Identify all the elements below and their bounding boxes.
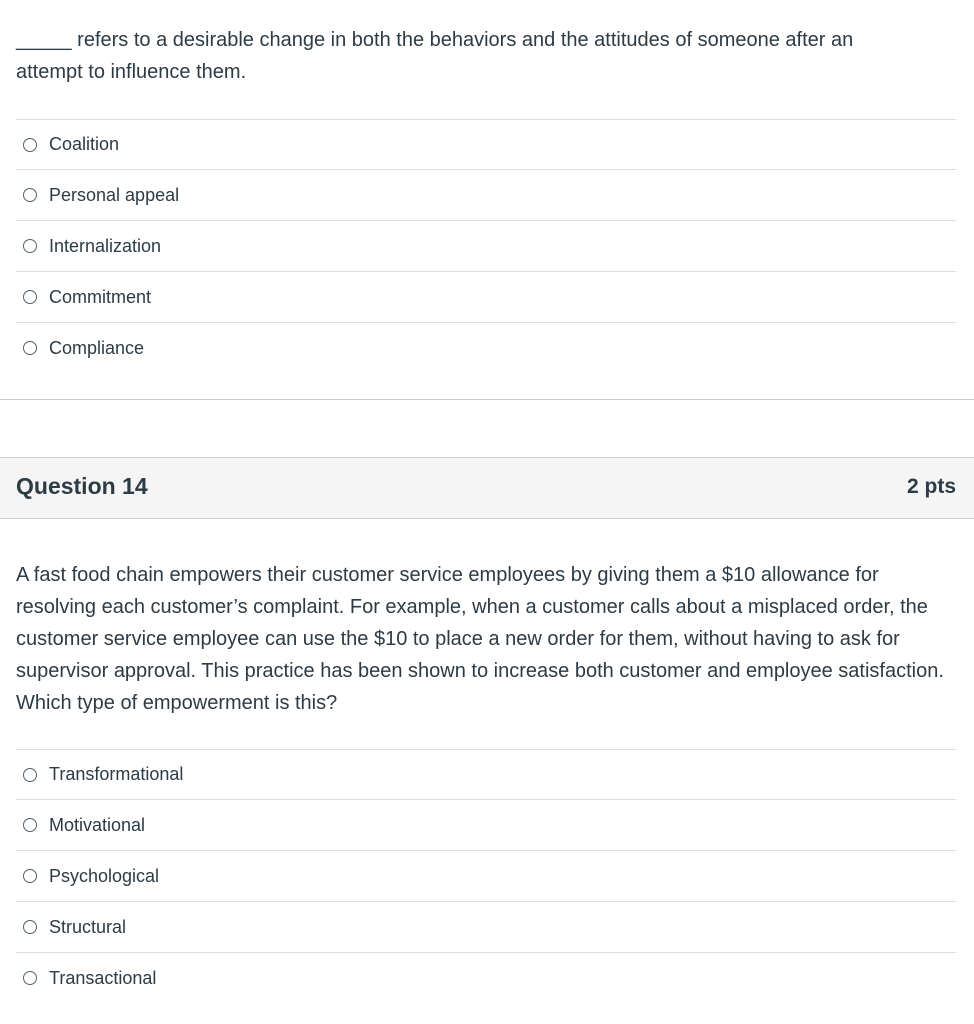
answer-label: Psychological [49,865,160,886]
radio-button[interactable] [23,818,37,832]
answer-label: Transformational [49,764,184,784]
answer-label: Structural [49,916,127,937]
answer-option-internalization[interactable] [16,220,956,271]
question-14-text: A fast food chain empowers their customer service employees by giving them a $10 allowance for resolving each customer’s complaint. For example, when a customer calls about a misplaced order, the customer service employee can use the $10 to place a new order for them, without having to ask for supervisor approval. This practice has been shown to increase both customer and employee satisfaction. Which type of empowerment is this? [16,564,944,714]
radio-button[interactable] [23,341,37,355]
answer-option-coalition[interactable] [16,119,956,169]
answer-option-motivational[interactable] [16,799,956,850]
answer-option-transformational[interactable] [16,749,956,799]
answer-option-transactional[interactable] [16,952,956,1003]
answer-label: Internalization [49,235,162,256]
answer-option-personal-appeal[interactable] [16,169,956,220]
radio-button[interactable] [23,290,37,304]
question-13-text: _____ refers to a desirable change in both the behaviors and the attitudes of someone after an attempt to influence them. [16,29,854,83]
question-divider [0,399,974,400]
answer-label: Transactional [49,967,157,988]
answer-option-psychological[interactable] [16,850,956,901]
question-14-answer-list [16,749,956,1003]
answer-label: Commitment [49,286,152,307]
question-title: Question 14 [16,473,148,499]
answer-label: Personal appeal [49,184,180,205]
answer-option-structural[interactable] [16,901,956,952]
question-points: 2 pts [906,475,956,498]
answer-label: Coalition [49,134,120,154]
question-14-header [0,457,974,519]
radio-button[interactable] [23,188,37,202]
question-13-answer-list [16,119,956,373]
radio-button[interactable] [23,138,37,152]
answer-label: Compliance [49,337,145,358]
radio-button[interactable] [23,971,37,985]
radio-button[interactable] [23,920,37,934]
radio-button[interactable] [23,869,37,883]
answer-label: Motivational [49,814,146,835]
radio-button[interactable] [23,768,37,782]
answer-option-commitment[interactable] [16,271,956,322]
answer-option-compliance[interactable] [16,322,956,373]
radio-button[interactable] [23,239,37,253]
